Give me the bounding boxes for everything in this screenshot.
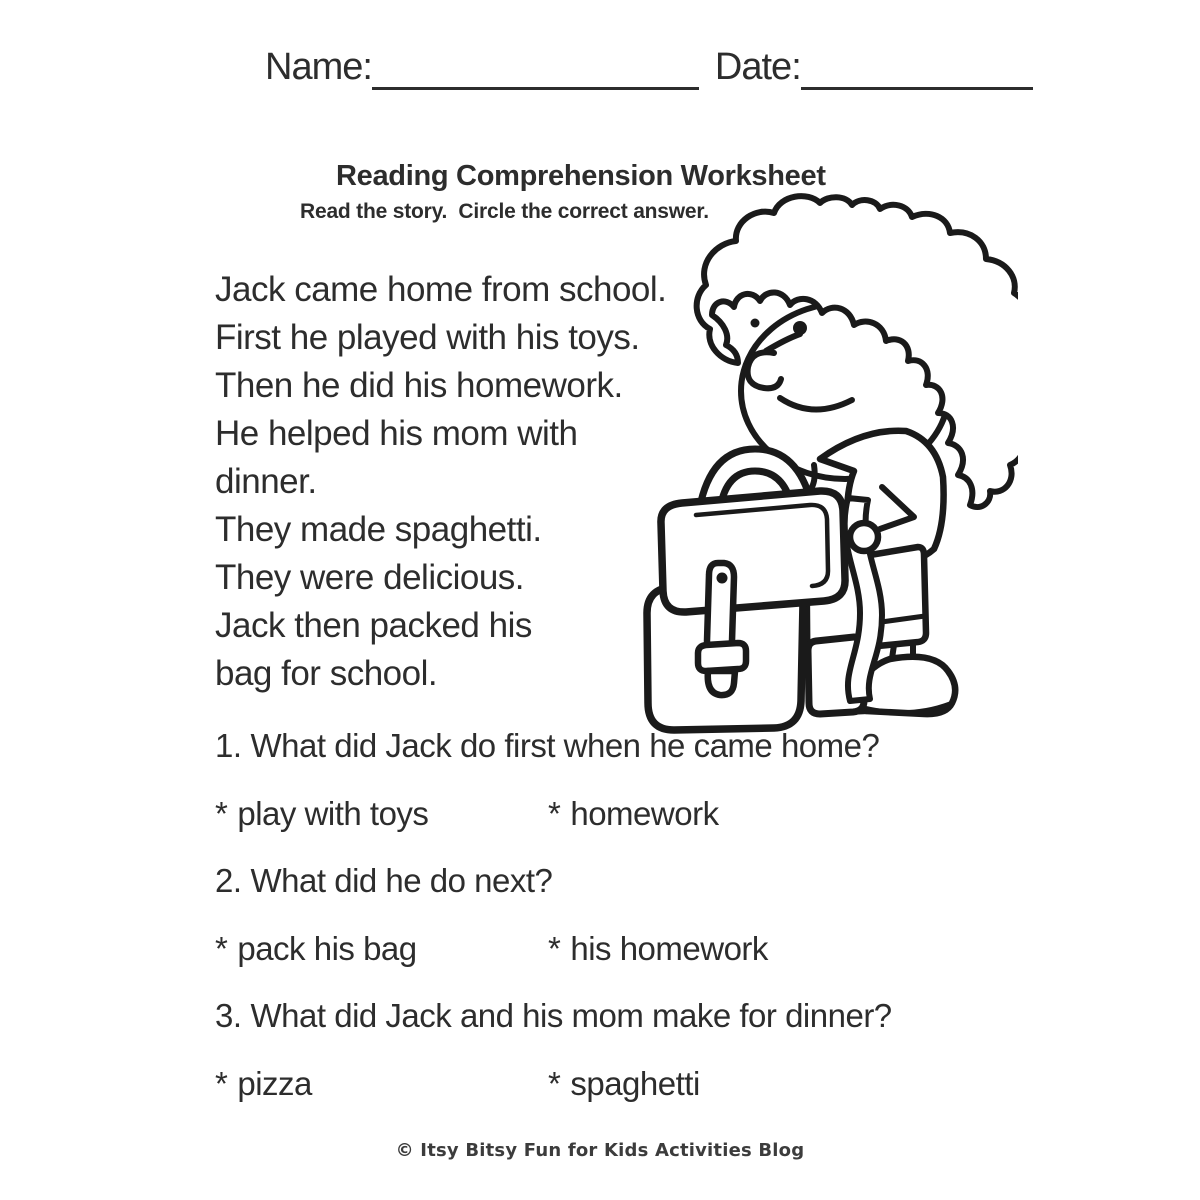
question-3 — [215, 993, 1115, 1107]
answer-option[interactable] — [215, 926, 417, 972]
answer-option[interactable] — [548, 926, 768, 972]
story-line: Jack then packed his — [215, 606, 532, 645]
boy-left-eye — [751, 319, 760, 328]
option-label: play with toys — [237, 795, 429, 832]
story-line: First he played with his toys. — [215, 318, 640, 357]
question-3-prompt — [215, 993, 1115, 1039]
question-text: What did Jack and his mom make for dinner? — [250, 997, 892, 1034]
question-text: What did he do next? — [250, 862, 553, 899]
footer-credit: © Itsy Bitsy Fun for Kids Activities Blog — [395, 1140, 805, 1161]
story-line: bag for school. — [215, 654, 438, 693]
question-2-prompt — [215, 858, 1115, 904]
answer-option[interactable] — [215, 791, 428, 837]
worksheet-title: Reading Comprehension Worksheet — [336, 160, 826, 192]
question-number: 1. — [215, 727, 242, 764]
answer-option[interactable] — [548, 1061, 700, 1107]
worksheet-instructions: Read the story. Circle the correct answer. — [300, 200, 709, 223]
question-1-prompt — [215, 723, 1115, 769]
story-line: He helped his mom with — [215, 414, 578, 453]
name-date-row — [265, 44, 1033, 90]
strap-keeper — [698, 643, 746, 671]
option-bullet: * — [548, 1065, 561, 1102]
story-line: Jack came home from school. — [215, 270, 667, 309]
name-label: Name: — [265, 46, 372, 88]
option-bullet: * — [215, 1065, 228, 1102]
question-number: 2. — [215, 862, 242, 899]
question-text: What did Jack do first when he came home? — [250, 727, 880, 764]
option-bullet: * — [215, 930, 228, 967]
date-label: Date: — [714, 46, 801, 88]
option-bullet: * — [215, 795, 228, 832]
story-line: dinner. — [215, 462, 317, 501]
question-2-options — [215, 926, 1115, 972]
question-1-options — [215, 791, 1115, 837]
story-line: They were delicious. — [215, 558, 525, 597]
boy-with-backpack-illustration — [638, 193, 1018, 748]
answer-option[interactable] — [548, 791, 719, 837]
option-bullet: * — [548, 795, 561, 832]
option-bullet: * — [548, 930, 561, 967]
option-label: his homework — [570, 930, 768, 967]
option-label: spaghetti — [570, 1065, 700, 1102]
option-label: homework — [570, 795, 719, 832]
story-line: Then he did his homework. — [215, 366, 623, 405]
boy-fist — [850, 523, 878, 551]
question-1 — [215, 723, 1115, 837]
question-3-options — [215, 1061, 1115, 1107]
date-blank-line[interactable] — [801, 45, 1033, 90]
option-label: pack his bag — [237, 930, 417, 967]
answer-option[interactable] — [215, 1061, 312, 1107]
question-2 — [215, 858, 1115, 972]
story-line: They made spaghetti. — [215, 510, 542, 549]
name-blank-line[interactable] — [372, 45, 699, 90]
story-text — [215, 266, 666, 698]
strap-hole — [717, 573, 728, 584]
question-number: 3. — [215, 997, 242, 1034]
strap-tail — [708, 671, 735, 695]
option-label: pizza — [237, 1065, 312, 1102]
